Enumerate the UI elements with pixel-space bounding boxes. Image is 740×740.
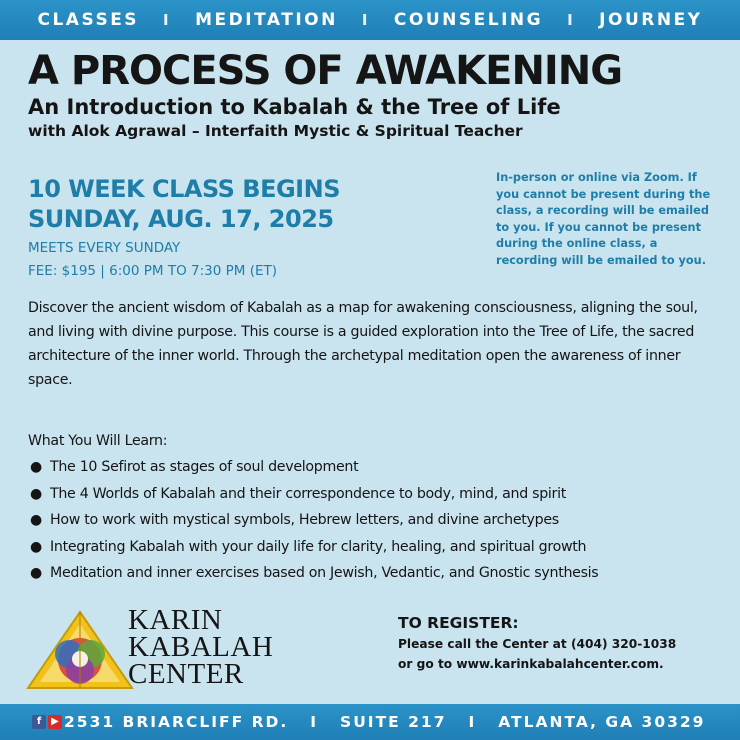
center-name-line2: KABALAH [128, 631, 274, 663]
learn-list [28, 454, 720, 587]
center-name [128, 604, 288, 690]
nav-journey[interactable]: JOURNEY [599, 10, 703, 30]
teacher-line: with Alok Agrawal – Interfaith Mystic & Spiritual Teacher [28, 122, 523, 140]
register-heading: TO REGISTER: [398, 614, 519, 632]
register-phone[interactable]: Please call the Center at (404) 320-1038 [398, 637, 677, 651]
page-subtitle: An Introduction to Kabalah & the Tree of Life [28, 95, 561, 119]
bullet-icon: ● [30, 565, 42, 581]
bullet-icon: ● [30, 459, 42, 475]
list-item: ● Integrating Kabalah with your daily life for clarity, healing, and spiritual growth [28, 534, 720, 561]
address-city: ATLANTA, GA 30329 [498, 713, 706, 731]
course-description: Discover the ancient wisdom of Kabalah as a map for awakening consciousness, aligning the soul, and living with divine purpose. This course is a guided exploration into the Tree of Life, the sacred architecture of the inner world. Through the archetypal meditation open the awareness of inner space. [28, 300, 698, 388]
address-street: 2531 BRIARCLIFF RD. [64, 713, 289, 731]
zoom-note: In-person or online via Zoom. If you cannot be present during the class, a recording will be emailed to you. If you cannot be present during the online class, a recording will be emailed to you. [496, 171, 711, 267]
center-logo-icon [20, 608, 140, 693]
address-separator: I [310, 713, 319, 731]
nav-separator: I [163, 11, 172, 29]
youtube-icon[interactable]: ▶ [48, 715, 62, 729]
learn-section [28, 428, 720, 587]
list-item: ● Meditation and inner exercises based on Jewish, Vedantic, and Gnostic synthesis [28, 560, 720, 587]
address-separator: I [468, 713, 477, 731]
class-begins: 10 WEEK CLASS BEGINS [28, 175, 340, 203]
address-suite: SUITE 217 [340, 713, 447, 731]
list-item: ● How to work with mystical symbols, Hebrew letters, and divine archetypes [28, 507, 720, 534]
nav-classes[interactable]: CLASSES [37, 10, 140, 30]
bullet-icon: ● [30, 485, 42, 502]
center-name-line1: KARIN [128, 604, 223, 636]
center-name-line3: CENTER [128, 658, 244, 690]
class-fee-time: FEE: $195 | 6:00 PM TO 7:30 PM (ET) [28, 263, 277, 279]
class-meets: MEETS EVERY SUNDAY [28, 240, 181, 256]
social-icons [32, 715, 62, 729]
nav-meditation[interactable]: MEDITATION [195, 10, 338, 30]
main-content [28, 40, 718, 581]
class-info [28, 174, 468, 282]
address-bar [0, 704, 740, 740]
nav-separator: I [567, 11, 576, 29]
nav-counseling[interactable]: COUNSELING [393, 10, 544, 30]
top-nav-bar [0, 0, 740, 40]
list-item: ● The 4 Worlds of Kabalah and their correspondence to body, mind, and spirit [28, 481, 720, 508]
learn-heading: What You Will Learn: [28, 433, 168, 449]
class-date: SUNDAY, AUG. 17, 2025 [28, 205, 334, 233]
nav-separator: I [361, 11, 370, 29]
bullet-icon: ● [30, 512, 42, 528]
register-website[interactable]: or go to www.karinkabalahcenter.com. [398, 657, 664, 671]
register-block [398, 612, 718, 674]
facebook-icon[interactable]: f [32, 715, 46, 729]
page-title: A PROCESS OF AWAKENING [28, 48, 623, 94]
list-item: ● The 10 Sefirot as stages of soul development [28, 454, 720, 481]
bullet-icon: ● [30, 538, 42, 555]
